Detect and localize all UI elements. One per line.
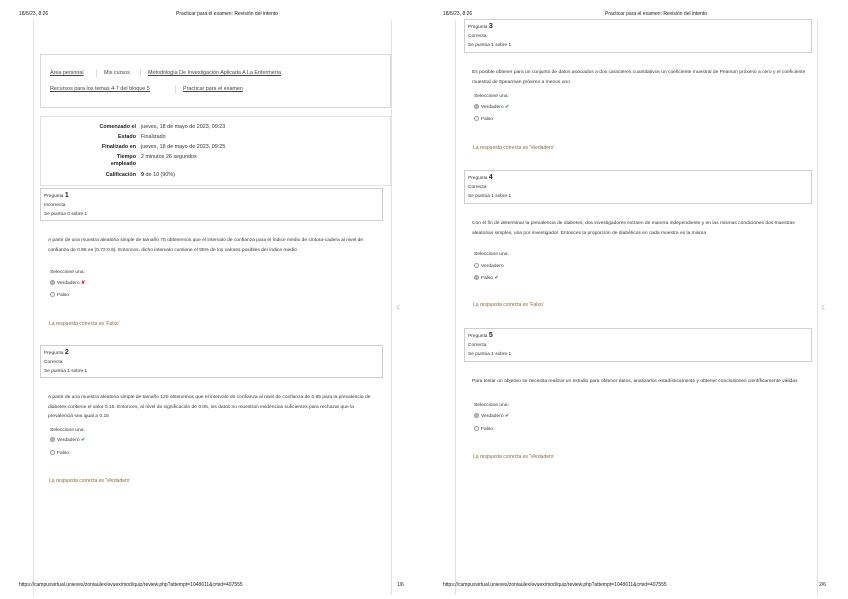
breadcrumb-item-course[interactable]: Metodología De Investigación Aplicada A La Enfermería	[148, 70, 282, 76]
page-footer-url: https://campusvirtual.uniexes/zoniaulex/evuex/mod/quiz/review.php?attempt=1048611&cmid=407555	[19, 582, 243, 588]
pdf-page-2	[424, 0, 848, 599]
option-verdadero[interactable]: Verdadero	[474, 263, 504, 269]
summary-row-grade: Calificación 9 de 10 (90%)	[105, 172, 175, 178]
correct-icon: ✔	[504, 105, 510, 110]
correct-answer: La respuesta correcta es 'Falso'	[49, 321, 120, 327]
incorrect-icon: ✘	[80, 281, 86, 286]
question-points: Se puntúa 1 sobre 1	[468, 352, 512, 357]
frame-border	[817, 20, 818, 595]
summary-row-started: Comenzado el jueves, 18 de mayo de 2023, 09:23	[99, 124, 226, 130]
question-points: Se puntúa 0 sobre 1	[44, 212, 88, 217]
select-label: Seleccione una:	[474, 94, 509, 99]
question-text-3: Es posible obtener para un conjunto de datos asociados a dos caracteres cuantitativos un coeficiente muestral de Pearson próximo a cero y el coeficiente muestral de Spearman próximo a menos uno	[472, 70, 806, 85]
chevron-left-icon[interactable]: ‹	[821, 299, 826, 314]
question-status: Incorrecta	[44, 203, 66, 208]
breadcrumb-item-mis-cursos[interactable]: Mis cursos	[104, 70, 130, 76]
correct-answer: La respuesta correcta es 'Falso'	[473, 302, 544, 308]
breadcrumb-separator	[140, 69, 141, 77]
question-status: Correcta	[468, 343, 487, 348]
question-text-1: A partir de una muestra aleatoria simple de tamaño 75 obtenemos que el intervalo de confianza para el índice medio de cintura-cadera al nivel de confianza de 0.95 es (0.72:0.9). Entonces, dicho intervalo contiene el 95% de los valores posibles del índice medio	[48, 238, 364, 253]
radio-button[interactable]	[474, 116, 479, 121]
question-points: Se puntúa 1 sobre 1	[468, 194, 512, 199]
summary-row-time: Tiempo empleado 2 minutos 26 segundos	[110, 154, 197, 167]
frame-border	[33, 20, 34, 595]
question-info-4: Pregunta 4 Correcta Se puntúa 1 sobre 1	[464, 170, 812, 204]
correct-icon: ✔	[80, 438, 86, 443]
correct-icon: ✔	[504, 414, 510, 419]
frame-border	[455, 20, 456, 595]
page-header-date: 18/5/23, 8:26	[443, 11, 473, 17]
grade-value: 9	[141, 172, 144, 178]
question-text-2: A partir de una muestra aleatoria simple de tamaño 120 obtenemos que el intervalo de confianza al nivel de confianza de 0.95 para la prevalencia de diabetes contiene el valor 0.15. Entonces, al nivel de significación de 0.05, los datos no muestran evidencias suficientes para rechazar que la prevalencia sea igual a 0.15	[48, 395, 371, 419]
correct-icon: ✔	[494, 276, 499, 281]
radio-button[interactable]	[50, 280, 55, 285]
page-header-title: Practicar para el examen: Revisión del intento	[605, 11, 707, 17]
page-footer-url: https://campusvirtual.uniexes/zoniaulex/evuex/mod/quiz/review.php?attempt=1048611&cmid=407555	[443, 582, 667, 588]
question-status: Correcta	[468, 185, 487, 190]
option-falso[interactable]: Falso	[50, 450, 69, 456]
radio-button[interactable]	[474, 413, 479, 418]
radio-button[interactable]	[50, 450, 55, 455]
page-footer-number: 1/6	[397, 582, 404, 588]
correct-answer: La respuesta correcta es 'Verdadero'	[49, 478, 131, 484]
radio-button[interactable]	[474, 263, 479, 268]
select-label: Seleccione una:	[50, 270, 85, 275]
radio-button[interactable]	[50, 437, 55, 442]
select-label: Seleccione una:	[50, 428, 85, 433]
breadcrumb-item-area-personal[interactable]: Área personal	[50, 70, 84, 76]
option-verdadero[interactable]: Verdadero ✘	[50, 280, 85, 286]
option-falso[interactable]: Falso	[50, 292, 69, 298]
radio-button[interactable]	[474, 275, 479, 280]
chevron-left-icon[interactable]: ‹	[396, 299, 401, 314]
radio-button[interactable]	[474, 426, 479, 431]
option-verdadero[interactable]: Verdadero ✔	[474, 104, 509, 110]
breadcrumb	[40, 54, 391, 108]
breadcrumb-separator	[175, 85, 176, 93]
select-label: Seleccione una:	[474, 252, 509, 257]
option-verdadero[interactable]: Verdadero ✔	[50, 437, 85, 443]
question-status: Correcta	[44, 360, 63, 365]
page-header-title: Practicar para el examen: Revisión del intento	[176, 11, 278, 17]
summary-row-state: Estado Finalizado	[118, 134, 166, 140]
summary-row-finished: Finalizado en jueves, 18 de mayo de 2023, 09:25	[101, 144, 226, 150]
question-info-1: Pregunta 1 Incorrecta Se puntúa 0 sobre 1	[40, 188, 383, 221]
option-falso[interactable]: Falso	[474, 116, 493, 122]
select-label: Seleccione una:	[474, 403, 509, 408]
question-info-3: Pregunta 3 Correcta Se puntúa 1 sobre 1	[464, 19, 812, 53]
breadcrumb-separator	[96, 69, 97, 77]
breadcrumb-item-recursos[interactable]: Recursos para los temas 4-7 del bloque 5	[50, 86, 150, 92]
page-header-date: 18/5/23, 8:26	[19, 11, 49, 17]
page-footer-number: 2/6	[819, 582, 826, 588]
breadcrumb-item-practicar[interactable]: Practicar para el examen	[183, 86, 243, 92]
option-falso[interactable]: Falso	[474, 426, 493, 432]
question-info-5: Pregunta 5 Correcta Se puntúa 1 sobre 1	[464, 328, 812, 362]
frame-border	[391, 20, 392, 595]
question-text-5: Para testar un objetivo se necesita realizar un estudio para obtener datos, analizarlos estadísticamente y obtener conclusiones científicamente válidas	[472, 379, 798, 384]
radio-button[interactable]	[50, 292, 55, 297]
question-info-2: Pregunta 2 Correcta Se puntúa 1 sobre 1	[40, 345, 383, 378]
question-text-4: Con el fin de determinar la prevalencia de diabetes, dos investigadores extraen de manera independiente y en las mismas condiciones dos muestras aleatorias simples, una por investigador. Entonces la proporción de diabéticos en cada muestra es la misma	[472, 221, 795, 236]
question-status: Correcta	[468, 34, 487, 39]
correct-answer: La respuesta correcta es 'Verdadero'	[473, 454, 555, 460]
option-falso[interactable]: Falso ✔	[474, 275, 498, 281]
question-points: Se puntúa 1 sobre 1	[468, 43, 512, 48]
option-verdadero[interactable]: Verdadero ✔	[474, 413, 509, 419]
radio-button[interactable]	[474, 104, 479, 109]
correct-answer: La respuesta correcta es 'Verdadero'	[473, 145, 555, 151]
question-points: Se puntúa 1 sobre 1	[44, 369, 88, 374]
